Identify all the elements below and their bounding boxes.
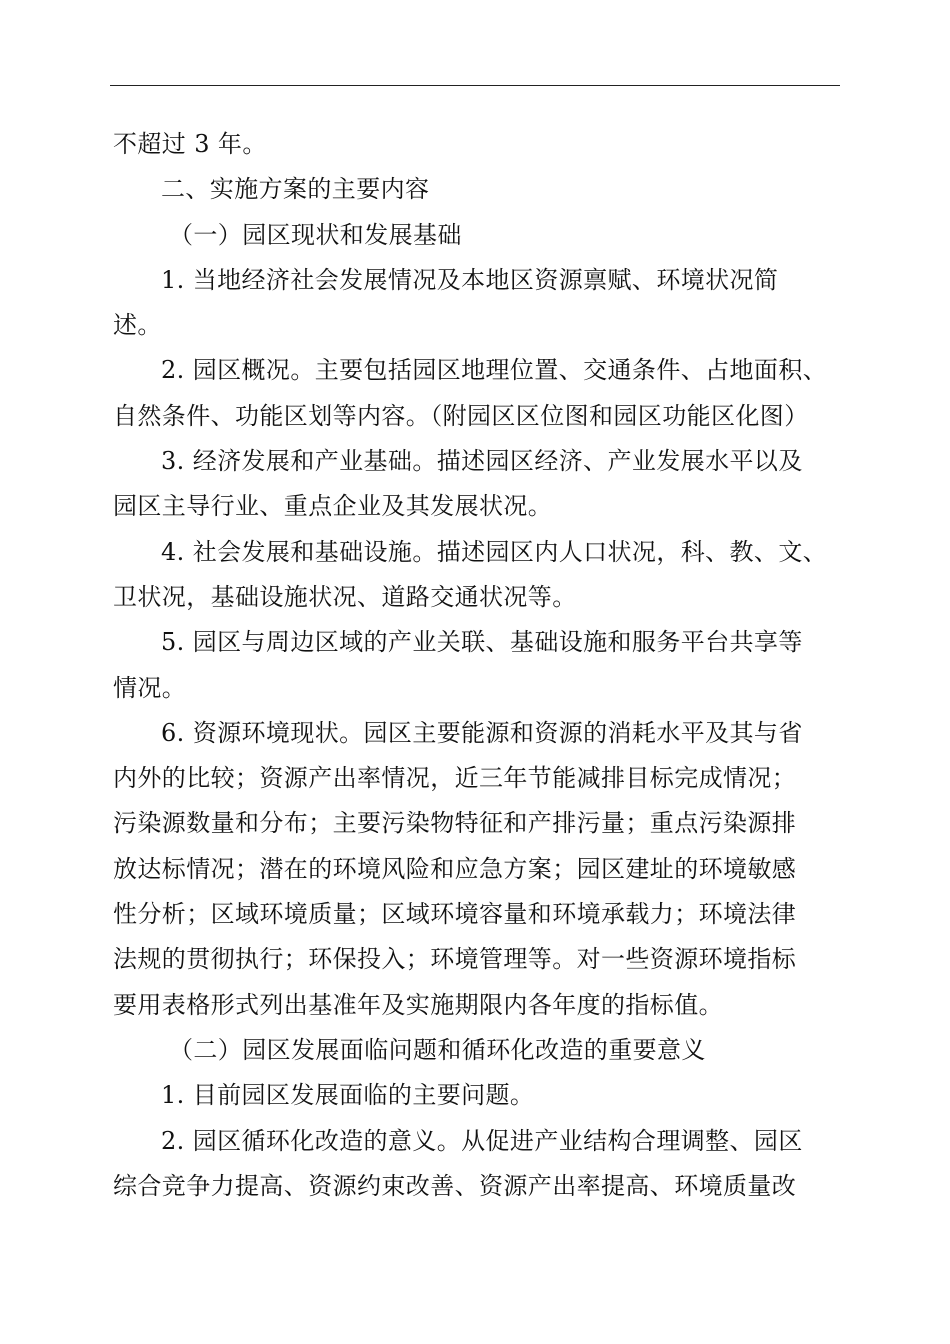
text-line: 述。: [113, 311, 162, 340]
text-line: 3. 经济发展和产业基础。描述园区经济、产业发展水平以及: [161, 447, 803, 476]
subsection-heading: （一）园区现状和发展基础: [169, 220, 462, 249]
text-line: 放达标情况；潜在的环境风险和应急方案；园区建址的环境敏感: [113, 854, 797, 883]
text-line: 1. 当地经济社会发展情况及本地区资源禀赋、环境状况简: [161, 265, 779, 294]
text-line: 自然条件、功能区划等内容。（附园区区位图和园区功能区化图）: [113, 401, 809, 430]
text-line: 污染源数量和分布；主要污染物特征和产排污量；重点污染源排: [113, 809, 797, 838]
text-line: 园区主导行业、重点企业及其发展状况。: [113, 492, 553, 521]
text-line: 性分析；区域环境质量；区域环境容量和环境承载力；环境法律: [113, 900, 797, 929]
text-line: 5. 园区与周边区域的产业关联、基础设施和服务平台共享等: [161, 628, 803, 657]
text-line: 情况。: [113, 673, 187, 702]
text-line: 要用表格形式列出基准年及实施期限内各年度的指标值。: [113, 990, 723, 1019]
text-line: 不超过 3 年。: [113, 130, 267, 158]
text-line: 1. 目前园区发展面临的主要问题。: [161, 1081, 535, 1110]
section-heading: 二、实施方案的主要内容: [161, 175, 430, 204]
text-line: 6. 资源环境现状。园区主要能源和资源的消耗水平及其与省: [161, 718, 803, 747]
text-line: 法规的贯彻执行；环保投入；环境管理等。对一些资源环境指标: [113, 945, 797, 974]
text-line: 卫状况，基础设施状况、道路交通状况等。: [113, 582, 577, 611]
document-body: [113, 122, 841, 1209]
text-line: 内外的比较；资源产出率情况，近三年节能减排目标完成情况；: [113, 764, 797, 793]
subsection-heading: （二）园区发展面临问题和循环化改造的重要意义: [169, 1035, 706, 1064]
header-rule: [110, 85, 840, 86]
text-line: 2. 园区循环化改造的意义。从促进产业结构合理调整、园区: [161, 1126, 803, 1155]
text-line: 综合竞争力提高、资源约束改善、资源产出率提高、环境质量改: [113, 1171, 797, 1200]
text-line: 2. 园区概况。主要包括园区地理位置、交通条件、占地面积、: [161, 356, 828, 385]
text-line: 4. 社会发展和基础设施。描述园区内人口状况，科、教、文、: [161, 537, 828, 566]
